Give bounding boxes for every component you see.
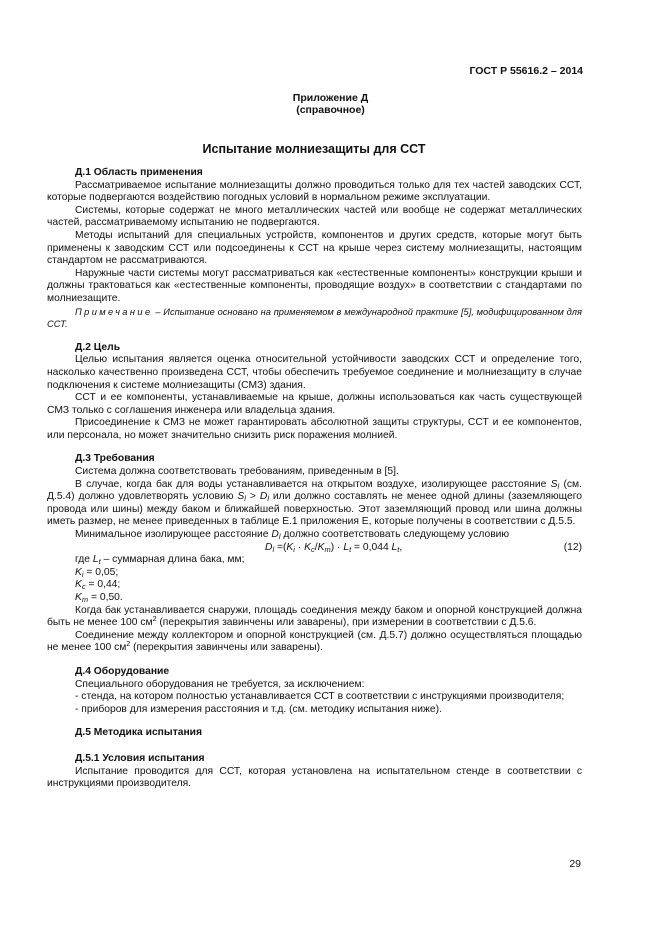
coefficient-km: $K_m = 0,50$. [75, 592, 123, 604]
appendix-kind: (справочное) [296, 104, 365, 116]
paragraph: Система должна соответствовать требованиям, приведенным в [5]. [75, 466, 399, 478]
page-number: 29 [569, 858, 581, 870]
paragraph: Присоединение к СМЗ не может гарантировать абсолютной защиты структуры, ССТ и ее компонентов, или персонала, но может значительно снизить риск поражения молнией. [47, 417, 582, 441]
paragraph: Испытание проводится для ССТ, которая установлена на испытательном стенде в соответствии с инструкциями производителя. [47, 765, 582, 790]
page-title: Испытание молниезащиты для ССТ [202, 142, 426, 156]
where-clause: где $L_t$ – суммарная длина бака, мм; [75, 554, 245, 567]
paragraph: Когда бак устанавливается снаружи, площадь соединения между баком и опорной конструкцией должна быть не менее 100 $см^2$ (перекрытия завинчены или заварены), при измерении в соответствии с Д.5.6. [47, 604, 582, 629]
equation-12 [47, 542, 582, 555]
section-heading-d3: Д.3 Требования [75, 453, 155, 465]
paragraph: Методы испытаний для специальных устройств, компонентов и других средств, которые могут быть применены к заводским ССТ или подсоединены к ССТ на крыше через систему молниезащиты, настоящим стандартом не рассматриваются. [47, 229, 582, 267]
paragraph: Системы, которые содержат не много металлических частей или вообще не содержат металлических частей, рассматриваемому испытанию не подвергаются. [47, 204, 582, 229]
section-heading-d5: Д.5 Методика испытания [75, 727, 203, 739]
list-item: - приборов для измерения расстояния и т.д. (см. методику испытания ниже). [75, 703, 442, 715]
note-label: Примечание [75, 306, 153, 317]
paragraph: Рассматриваемое испытание молниезащиты должно проводиться только для тех частей заводских ССТ, которые подвергаются воздействию погодных условий в нормальном режиме эксплуатации. [47, 179, 582, 204]
paragraph: Специального оборудования не требуется, за исключением: [75, 678, 365, 690]
paragraph: Наружные части системы могут рассматриваться как «естественные компоненты» конструкции крыши и должны трактоваться как «естественные компоненты, проводящие воздух» в соответствии с стандартами по молниезащите. [47, 267, 582, 304]
paragraph: Соединение между коллектором и опорной конструкцией (см. Д.5.7) должно осуществляться площадью не менее 100 $см^2$ (перекрытия завинчены или заварены). [47, 629, 582, 654]
paragraph: Минимальное изолирующее расстояние $D_l$ должно соответствовать следующему условию [75, 529, 510, 542]
note [47, 306, 582, 331]
list-item: - стенда, на котором полностью устанавливается ССТ в соответствии с инструкциями производителя; [75, 691, 565, 703]
coefficient-ki: $K_i = 0,05$; [75, 566, 119, 579]
section-heading-d4: Д.4 Оборудование [75, 665, 170, 677]
document-body [47, 167, 582, 791]
paragraph: ССТ и ее компоненты, устанавливаемые на крыше, должны использоваться как часть существующей СМЗ только с соглашения инженера или владельца здания. [47, 392, 582, 416]
document-code: ГОСТ Р 55616.2 – 2014 [469, 65, 583, 77]
note-text: – Испытание основано на применяемом в международной практике [5], модифицированном для ССТ. [47, 306, 582, 330]
coefficient-kc: $K_c = 0,44$; [75, 579, 121, 592]
equation-formula: $D_l =(K_i \cdot K_c/K_m) \cdot L_t = 0,044$ $L_t$, [265, 541, 403, 554]
section-heading-d1: Д.1 Область применения [75, 167, 203, 178]
appendix-label: Приложение Д [292, 92, 369, 104]
equation-number: (12) [563, 541, 582, 553]
section-heading-d5-1: Д.5.1 Условия испытания [75, 752, 205, 764]
section-heading-d2: Д.2 Цель [75, 341, 121, 353]
paragraph: В случае, когда бак для воды устанавливается на открытом воздухе, изолирующее расстояние $S_l$ (см. Д.5.4) должно удовлетворять условию $S_l > D_l$ или должно составлять не менее одной длины (заземляющего провода или шины) между баком и ближайшей поверхностью. Этот заземляющий провод или шина должны иметь размер, не менее приведенных в таблице Е.1 приложения Е, которые получены в соответствии с Д.5.5. [47, 478, 582, 528]
paragraph: Целью испытания является оценка относительной устойчивости заводских ССТ и определение того, насколько качественно произведена ССТ, чтобы обеспечить требуемое соединение и молниезащиту в случае подключения к системе молниезащиты (СМЗ) здания. [47, 354, 582, 391]
